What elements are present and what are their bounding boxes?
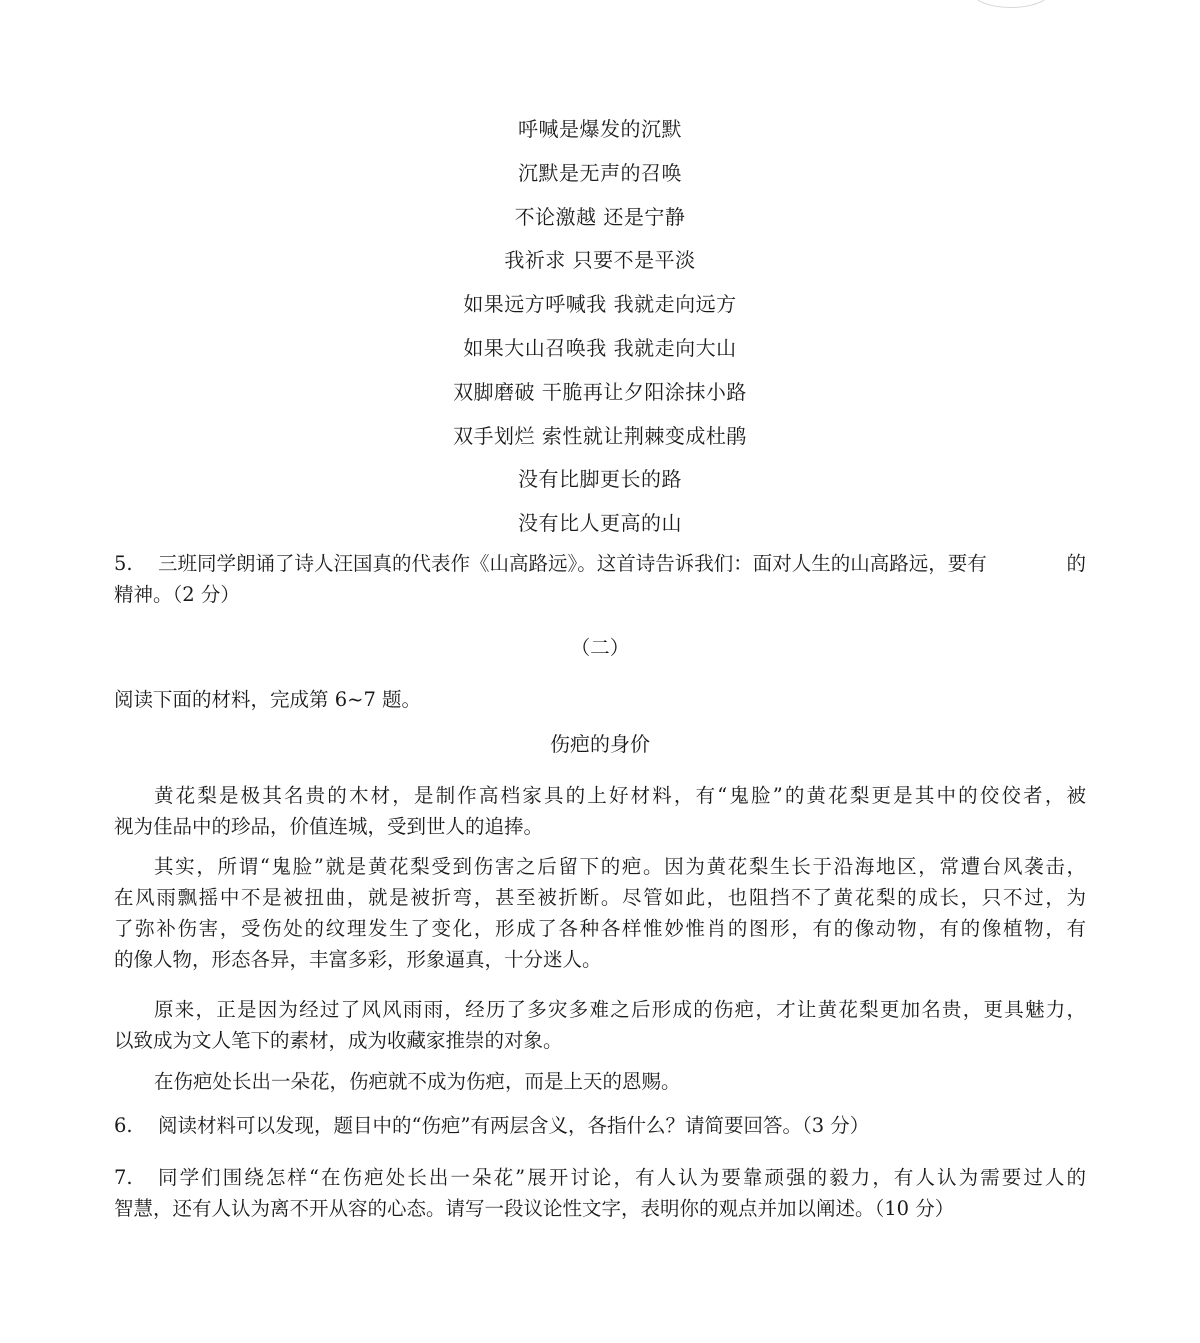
article-title: 伤疤的身价: [550, 732, 650, 756]
paragraph-line: 了弥补伤害，受伤处的纹理发生了变化，形成了各种各样惟妙惟肖的图形，有的像动物，有的像植物，有: [114, 917, 1086, 940]
paragraph: [114, 780, 1086, 842]
poem-line: 如果远方呼喊我 我就走向远方: [463, 292, 737, 317]
poem: [0, 108, 1200, 546]
instruction: [114, 684, 1086, 715]
paragraph: [114, 994, 1086, 1056]
instruction-text: 阅读下面的材料，完成第 6~7 题。: [114, 688, 422, 711]
question-7: [114, 1162, 1086, 1224]
paragraph-line: 其实，所谓“鬼脸”就是黄花梨受到伤害之后留下的疤。因为黄花梨生长于沿海地区，常遭台风袭击，: [154, 855, 1086, 878]
seal-mark: [970, 0, 1052, 8]
section-heading: （二）: [570, 636, 630, 659]
poem-line: 没有比人更高的山: [518, 511, 682, 536]
question-6: [114, 1110, 1086, 1141]
question-text: 同学们围绕怎样“在伤疤处长出一朵花”展开讨论，有人认为要靠顽强的毅力，有人认为需要过人的: [158, 1166, 1086, 1189]
question-text: 三班同学朗诵了诗人汪国真的代表作《山高路远》。这首诗告诉我们：面对人生的山高路远，要有: [158, 552, 987, 575]
paragraph: [114, 1066, 1086, 1097]
question-text-tail: 的: [1066, 552, 1086, 575]
question-text: 智慧，还有人认为离不开从容的心态。请写一段议论性文字，表明你的观点并加以阐述。（10 分）: [114, 1197, 955, 1220]
paragraph-line: 以致成为文人笔下的素材，成为收藏家推崇的对象。: [114, 1029, 563, 1052]
question-text: 精神。（2 分）: [114, 583, 240, 606]
paragraph-line: 在伤疤处长出一朵花，伤疤就不成为伤疤，而是上天的恩赐。: [154, 1070, 681, 1093]
question-number: 6.: [114, 1114, 133, 1137]
poem-line: 如果大山召唤我 我就走向大山: [463, 335, 737, 360]
poem-line: 我祈求 只要不是平淡: [504, 248, 696, 273]
poem-line: 呼喊是爆发的沉默: [518, 117, 682, 141]
question-number: 5.: [114, 552, 133, 575]
paragraph-line: 原来，正是因为经过了风风雨雨，经历了多灾多难之后形成的伤疤，才让黄花梨更加名贵，更具魅力，: [154, 998, 1086, 1021]
poem-line: 没有比脚更长的路: [518, 467, 682, 492]
question-text: 阅读材料可以发现，题目中的“伤疤”有两层含义，各指什么？请简要回答。（3 分）: [158, 1114, 870, 1137]
paragraph-line: 视为佳品中的珍品，价值连城，受到世人的追捧。: [114, 815, 544, 838]
paragraph: [114, 851, 1086, 975]
poem-line: 双脚磨破 干脆再让夕阳涂抹小路: [453, 379, 747, 404]
paragraph-line: 黄花梨是极其名贵的木材，是制作高档家具的上好材料，有“鬼脸”的黄花梨更是其中的佼佼者，被: [154, 784, 1086, 807]
poem-line: 双手划烂 索性就让荆棘变成杜鹃: [453, 423, 747, 448]
paragraph-line: 在风雨飘摇中不是被扭曲，就是被折弯，甚至被折断。尽管如此，也阻挡不了黄花梨的成长，只不过，为: [114, 886, 1086, 909]
poem-line: 不论激越 还是宁静: [514, 204, 686, 229]
paragraph-line: 的像人物，形态各异，丰富多彩，形象逼真，十分迷人。: [114, 948, 602, 971]
question-number: 7.: [114, 1166, 133, 1189]
question-5: [114, 548, 1086, 610]
poem-line: 沉默是无声的召唤: [518, 160, 682, 185]
answer-blank: [1005, 548, 1048, 579]
